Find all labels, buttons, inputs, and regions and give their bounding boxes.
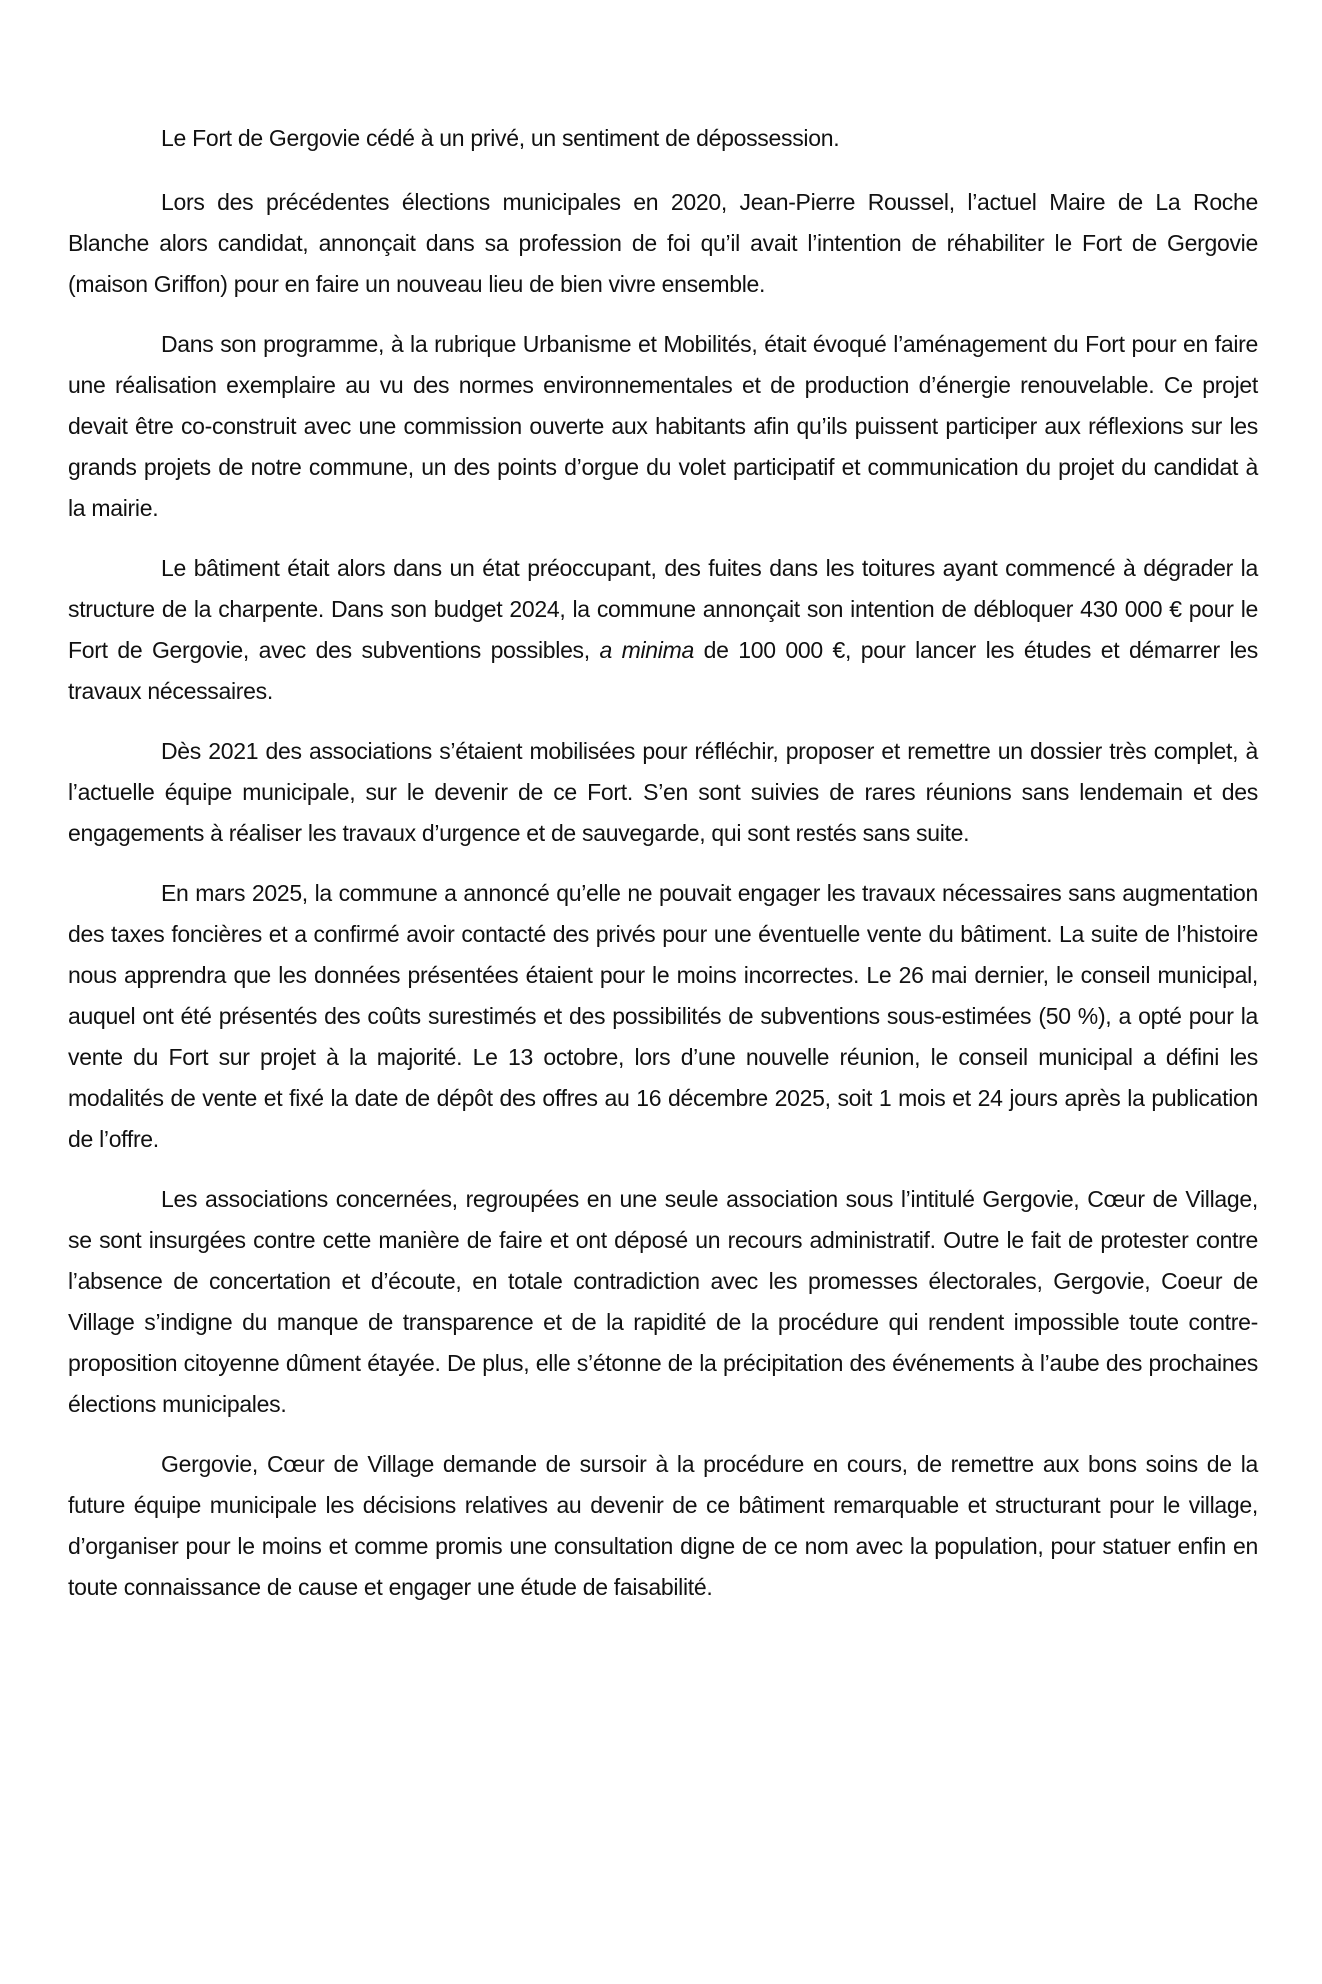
- document-title: Le Fort de Gergovie cédé à un privé, un sentiment de dépossession.: [161, 125, 840, 151]
- paragraph-budget-part2: de 100 000 €, pour lancer les études et démarrer les travaux nécessaires.: [68, 637, 1258, 704]
- document-page: [68, 118, 1258, 1627]
- paragraph-budget: [68, 548, 1258, 712]
- paragraph-demande: Gergovie, Cœur de Village demande de sursoir à la procédure en cours, de remettre aux bons soins de la future équipe municipale les décisions relatives au devenir de ce bâtiment remarquable et structurant pour le village, d’organiser pour le moins et comme promis une consultation digne de ce nom avec la population, pour statuer enfin en toute connaissance de cause et engager une étude de faisabilité.: [68, 1451, 1258, 1600]
- paragraph-program: Dans son programme, à la rubrique Urbanisme et Mobilités, était évoqué l’aménagement du Fort pour en faire une réalisation exemplaire au vu des normes environnementales et de production d’énergie renouvelable. Ce projet devait être co-construit avec une commission ouverte aux habitants afin qu’ils puissent participer aux réflexions sur les grands projets de notre commune, un des points d’orgue du volet participatif et communication du projet du candidat à la mairie.: [68, 331, 1258, 521]
- paragraph-associations-2021: Dès 2021 des associations s’étaient mobilisées pour réfléchir, proposer et remettre un dossier très complet, à l’actuelle équipe municipale, sur le devenir de ce Fort. S’en sont suivies de rares réunions sans lendemain et des engagements à réaliser les travaux d’urgence et de sauvegarde, qui sont restés sans suite.: [68, 738, 1258, 846]
- paragraph-budget-italic: a minima: [599, 637, 694, 663]
- paragraph-march-2025: En mars 2025, la commune a annoncé qu’elle ne pouvait engager les travaux nécessaires sans augmentation des taxes foncières et a confirmé avoir contacté des privés pour une éventuelle vente du bâtiment. La suite de l’histoire nous apprendra que les données présentées étaient pour le moins incorrectes. Le 26 mai dernier, le conseil municipal, auquel ont été présentés des coûts surestimés et des possibilités de subventions sous-estimées (50 %), a opté pour la vente du Fort sur projet à la majorité. Le 13 octobre, lors d’une nouvelle réunion, le conseil municipal a défini les modalités de vente et fixé la date de dépôt des offres au 16 décembre 2025, soit 1 mois et 24 jours après la publication de l’offre.: [68, 880, 1258, 1152]
- paragraph-recours: Les associations concernées, regroupées en une seule association sous l’intitulé Gergovie, Cœur de Village, se sont insurgées contre cette manière de faire et ont déposé un recours administratif. Outre le fait de protester contre l’absence de concertation et d’écoute, en totale contradiction avec les promesses électorales, Gergovie, Coeur de Village s’indigne du manque de transparence et de la rapidité de la procédure qui rendent impossible toute contre-proposition citoyenne dûment étayée. De plus, elle s’étonne de la précipitation des événements à l’aube des prochaines élections municipales.: [68, 1186, 1258, 1417]
- paragraph-budget-part1: Le bâtiment était alors dans un état préoccupant, des fuites dans les toitures ayant commencé à dégrader la structure de la charpente. Dans son budget 2024, la commune annonçait son intention de débloquer 430 000 € pour le Fort de Gergovie, avec des subventions possibles,: [68, 555, 1258, 663]
- paragraph-election-promise: Lors des précédentes élections municipales en 2020, Jean-Pierre Roussel, l’actuel Maire de La Roche Blanche alors candidat, annonçait dans sa profession de foi qu’il avait l’intention de réhabiliter le Fort de Gergovie (maison Griffon) pour en faire un nouveau lieu de bien vivre ensemble.: [68, 189, 1258, 297]
